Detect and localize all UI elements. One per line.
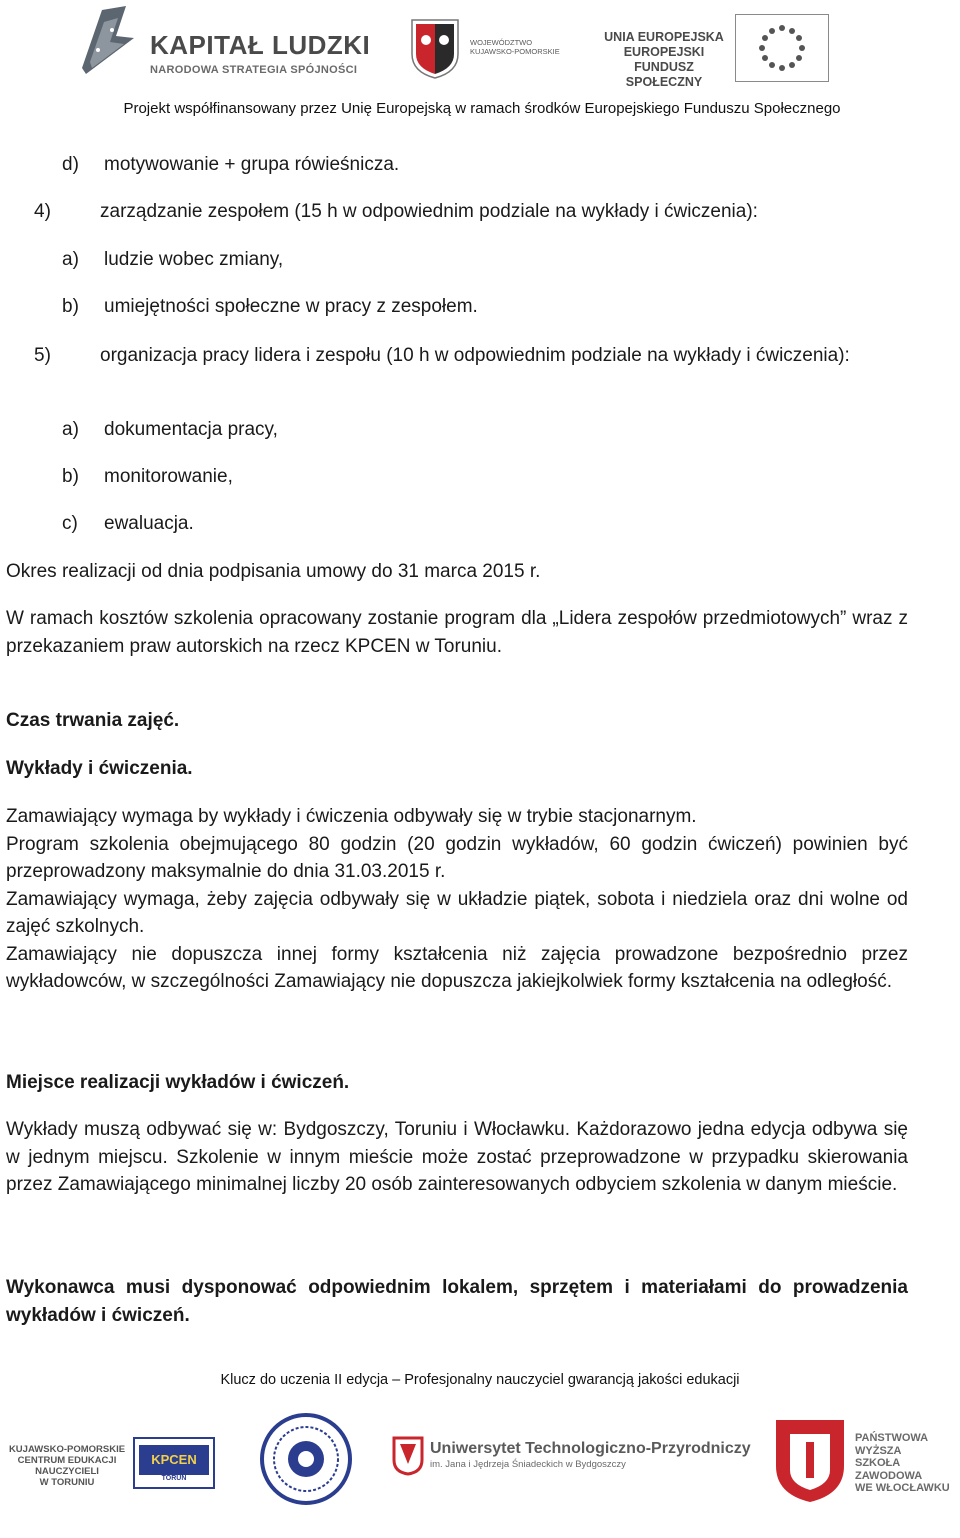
utp-name: Uniwersytet Technologiczno-Przyrodniczy	[430, 1440, 751, 1457]
list-text: ludzie wobec zmiany,	[104, 249, 284, 270]
list-label: 4)	[34, 201, 51, 222]
list-label: c)	[62, 513, 78, 534]
place-paragraph	[6, 1116, 908, 1199]
list-item	[34, 342, 908, 370]
header-logos	[0, 0, 960, 128]
region-name: WOJEWÓDZTWO KUJAWSKO-POMORSKIE	[470, 38, 560, 56]
list-item	[62, 465, 233, 489]
copyright-text: W ramach kosztów szkolenia opracowany zostanie program dla „Lidera zespołów przedmiotowych” wraz z przekazaniem praw autorskich na rzecz KPCEN w Toruniu.	[6, 608, 908, 657]
pwsz-crest-icon	[770, 1414, 850, 1506]
requirement-paragraph: Zamawiający wymaga, żeby zajęcia odbywały się w układzie piątek, sobota i niedziela oraz dni wolne od zajęć szkolnych.	[6, 888, 908, 937]
kapital-ludzki-title: KAPITAŁ LUDZKI	[150, 30, 371, 60]
funding-statement: Projekt współfinansowany przez Unię Europejską w ramach środków Europejskiego Funduszu Społecznego	[123, 100, 841, 117]
utp-emblem-icon	[390, 1434, 426, 1476]
list-label: a)	[62, 249, 79, 270]
list-item-row	[34, 342, 908, 370]
list-item	[62, 295, 478, 319]
copyright-paragraph	[6, 605, 908, 660]
list-text: organizacja pracy lidera i zespołu (10 h w odpowiednim podziale na wykłady i ćwiczenia):	[100, 345, 850, 366]
list-item	[62, 153, 399, 177]
list-label: 5)	[34, 345, 51, 366]
list-label: b)	[62, 296, 79, 317]
kpcen-logo-city: TORUŃ	[161, 1475, 187, 1482]
eu-line-1: UNIA EUROPEJSKA	[604, 30, 724, 44]
region-crest-icon	[408, 16, 462, 80]
kpcen-logo-label: KPCEN	[139, 1445, 209, 1475]
list-label: b)	[62, 466, 79, 487]
list-text: umiejętności społeczne w pracy z zespołem.	[104, 296, 478, 317]
eu-flag-icon	[735, 14, 829, 82]
pwsz-name: PAŃSTWOWA WYŻSZA SZKOŁA ZAWODOWA WE WŁOCŁAWKU	[855, 1432, 950, 1494]
contractor-text: Wykonawca musi dysponować odpowiednim lokalem, sprzętem i materiałami do prowadzenia wykładów i ćwiczeń.	[6, 1277, 908, 1326]
realization-period: Okres realizacji od dnia podpisania umowy do 31 marca 2015 r.	[6, 561, 541, 582]
duration-heading: Czas trwania zajęć.	[6, 710, 180, 731]
requirement-paragraph: Zamawiający nie dopuszcza innej formy kształcenia niż zajęcia prowadzone bezpośrednio przez wykładowców, w szczególności Zamawiający nie dopuszcza jakiejkolwiek formy kształcenia na odległość.	[6, 943, 908, 992]
project-tagline: Klucz do uczenia II edycja – Profesjonalny nauczyciel gwarancją jakości edukacji	[220, 1372, 740, 1388]
requirement-paragraph: Program szkolenia obejmującego 80 godzin (20 godzin wykładów, 60 godzin ćwiczeń) powinien być przeprowadzony maksymalnie do dnia 31.03.2015 r.	[6, 833, 908, 882]
umk-seal-icon	[258, 1404, 354, 1514]
list-text: zarządzanie zespołem (15 h w odpowiednim podziale na wykłady i ćwiczenia):	[100, 201, 758, 222]
list-item	[62, 418, 278, 442]
eu-line-3: FUNDUSZ SPOŁECZNY	[625, 60, 703, 89]
list-text: ewaluacja.	[104, 513, 194, 534]
contractor-paragraph	[6, 1274, 908, 1329]
place-heading: Miejsce realizacji wykładów i ćwiczeń.	[6, 1072, 350, 1093]
list-label: d)	[62, 154, 79, 175]
list-item	[34, 200, 758, 224]
list-text: monitorowanie,	[104, 466, 233, 487]
lectures-heading: Wykłady i ćwiczenia.	[6, 758, 193, 779]
eu-logo-text	[600, 30, 728, 90]
list-text: motywowanie + grupa rówieśnicza.	[104, 154, 400, 175]
place-text: Wykłady muszą odbywać się w: Bydgoszczy, Toruniu i Włocławku. Każdorazowo jedna edycja odbywa się w jednym miejscu. Szkolenie w innym mieście może zostać przeprowadzone w przypadku skierowania przez Zamawiającego minimalnej liczby 20 osób zainteresowanych odbyciem szkolenia w danym mieście.	[6, 1119, 908, 1195]
list-text: dokumentacja pracy,	[104, 419, 278, 440]
requirements-block	[6, 803, 908, 996]
requirement-paragraph: Zamawiający wymaga by wykłady i ćwiczenia odbywały się w trybie stacjonarnym.	[6, 806, 697, 827]
eu-line-2: EUROPEJSKI	[623, 45, 705, 59]
list-item	[62, 248, 283, 272]
list-label: a)	[62, 419, 79, 440]
list-item	[62, 512, 194, 536]
kapital-ludzki-subtitle: NARODOWA STRATEGIA SPÓJNOŚCI	[150, 64, 358, 76]
kpcen-logo	[133, 1437, 215, 1489]
utp-subname: im. Jana i Jędrzeja Śniadeckich w Bydgoszczy	[430, 1459, 626, 1470]
kp-center-logo-text: KUJAWSKO-POMORSKIE CENTRUM EDUKACJI NAUCZYCIELI W TORUNIU	[8, 1444, 126, 1488]
kapital-ludzki-star-icon	[72, 6, 136, 76]
